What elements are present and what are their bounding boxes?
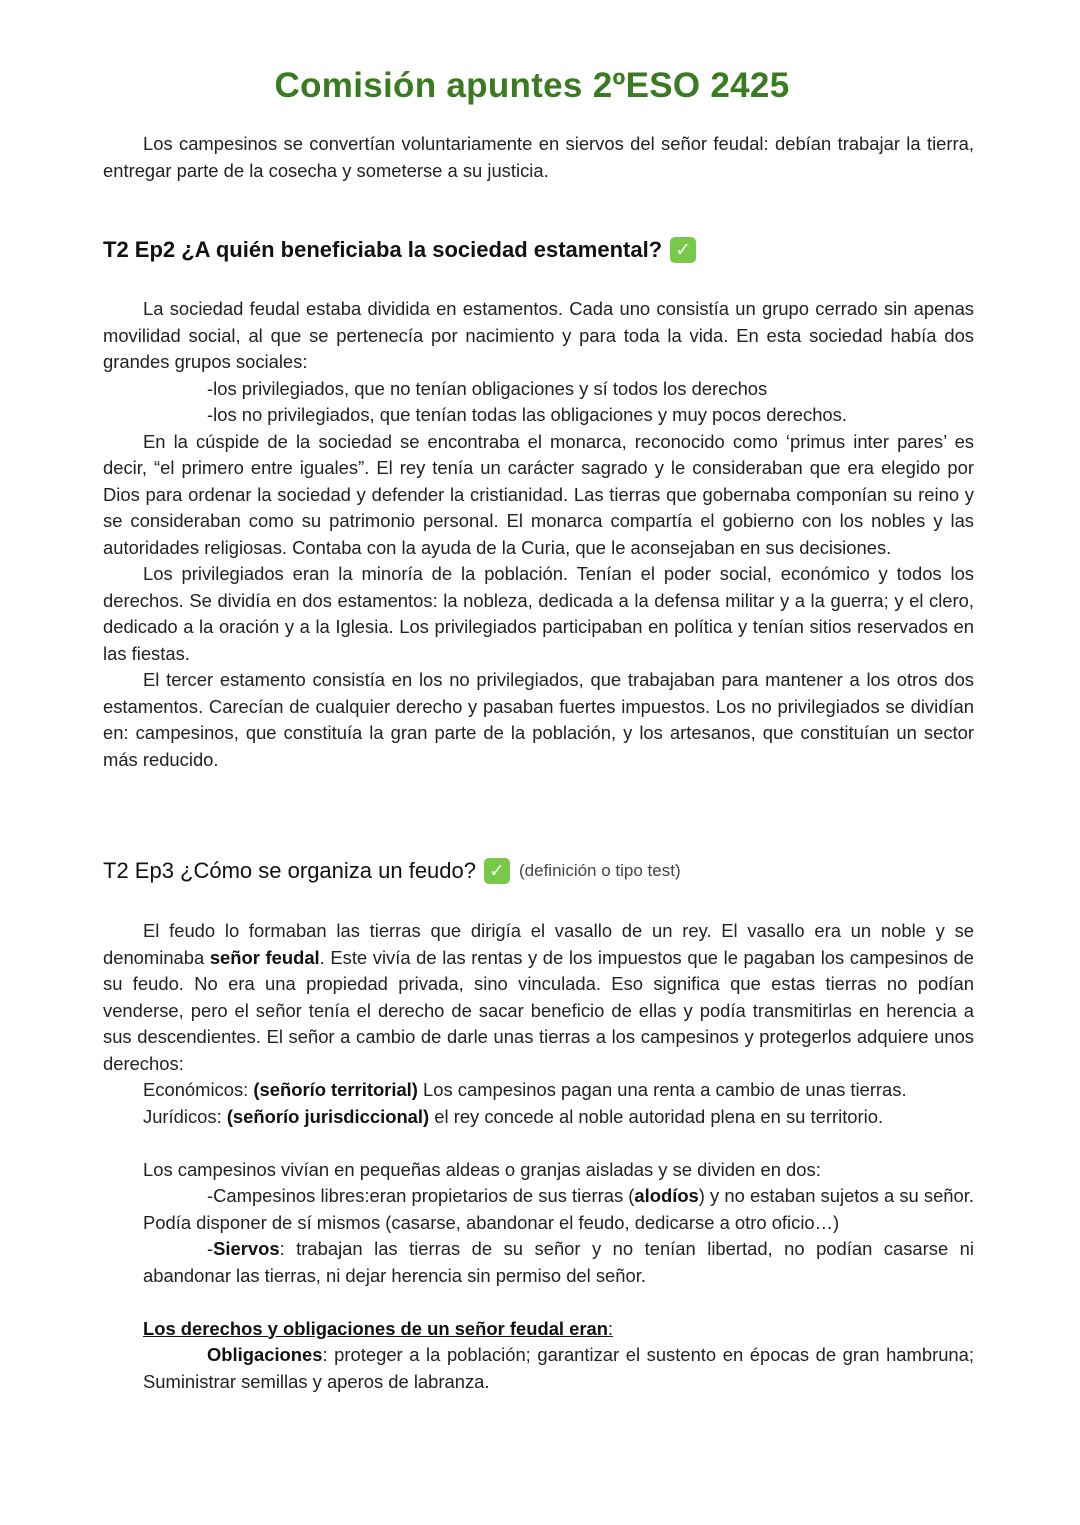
ep3-legal-rights: Jurídicos: (señorío jurisdiccional) el rey concede al noble autoridad plena en su territorio. [143, 1105, 884, 1127]
ep2-list-item: -los no privilegiados, que tenían todas las obligaciones y muy pocos derechos. [207, 404, 847, 425]
section-heading-ep3-text: T2 Ep3 ¿Cómo se organiza un feudo? [103, 858, 477, 883]
intro-paragraph [103, 131, 974, 184]
ep2-list-item: -los privilegiados, que no tenían obligaciones y sí todos los derechos [207, 377, 768, 399]
section-heading-ep2 [103, 237, 696, 263]
section-ep2-body [103, 296, 974, 773]
intro-text: Los campesinos se convertían voluntariamente en siervos del señor feudal: debían trabajar la tierra, entregar parte de la cosecha y someterse a su justicia. [103, 133, 974, 181]
ep3-free-peasants: -Campesinos libres:eran propietarios de sus tierras (alodíos) y no estaban sujetos a su señor. Podía disponer de sí mismos (casarse, abandonar el feudo, dedicarse a otro oficio…) [143, 1185, 974, 1233]
ep2-paragraph-4: El tercer estamento consistía en los no privilegiados, que trabajaban para mantener a los otros dos estamentos. Carecían de cualquier derecho y pasaban fuertes impuestos. Los no privilegiados se dividían en: campesinos, que constituía la gran parte de la población, y los artesanos, que constituían un sector más reducido. [103, 669, 974, 770]
check-mark-icon: ✓ [670, 237, 696, 263]
ep2-paragraph-2: En la cúspide de la sociedad se encontraba el monarca, reconocido como ‘primus inter pares’ es decir, “el primero entre iguales”. El rey tenía un carácter sagrado y le consideraban que era elegido por Dios para ordenar la sociedad y defender la cristianidad. Las tierras que gobernaba componían su reino y se consideraban como su patrimonio personal. El monarca compartía el gobierno con los nobles y las autoridades religiosas. Contaba con la ayuda de la Curia, que le aconsejaban en sus decisiones. [103, 430, 974, 558]
section-ep3-body [103, 918, 974, 1395]
section-heading-ep2-text: T2 Ep2 ¿A quién beneficiaba la sociedad estamental? [103, 237, 663, 262]
ep3-paragraph-2: Los campesinos vivían en pequeñas aldeas o granjas aisladas y se dividen en dos: [143, 1158, 821, 1180]
ep3-economic-rights: Económicos: (señorío territorial) Los campesinos pagan una renta a cambio de unas tierras. [143, 1079, 907, 1100]
section-heading-ep3 [103, 858, 681, 884]
ep3-rights-title: Los derechos y obligaciones de un señor feudal eran: [143, 1317, 614, 1339]
section-note: (definición o tipo test) [519, 861, 681, 880]
ep2-paragraph-3: Los privilegiados eran la minoría de la población. Tenían el poder social, económico y todos los derechos. Se dividía en dos estamentos: la nobleza, dedicada a la defensa militar y a la guerra; y el clero, dedicado a la oración y a la Iglesia. Los privilegiados participaban en política y tenían sitios reservados en las fiestas. [103, 563, 974, 664]
page-title: Comisión apuntes 2ºESO 2425 [274, 66, 790, 105]
ep2-paragraph-1: La sociedad feudal estaba dividida en estamentos. Cada uno consistía un grupo cerrado sin apenas movilidad social, al que se pertenecía por nacimiento y para toda la vida. En esta sociedad había dos grandes grupos sociales: [103, 298, 974, 372]
ep3-paragraph-1: El feudo lo formaban las tierras que dirigía el vasallo de un rey. El vasallo era un noble y se denominaba señor feudal. Este vivía de las rentas y de los impuestos que le pagaban los campesinos de su feudo. No era una propiedad privada, sino vinculada. Eso significa que estas tierras no podían venderse, pero el señor tenía el derecho de sacar beneficio de ellas y podía transmitirlas en herencia a sus descendientes. El señor a cambio de darle unas tierras a los campesinos y protegerlos adquiere unos derechos: [103, 920, 974, 1074]
check-mark-icon: ✓ [484, 858, 510, 884]
ep3-obligations: Obligaciones: proteger a la población; garantizar el sustento en épocas de gran hambruna; Suministrar semillas y aperos de labranza. [143, 1344, 974, 1392]
ep3-serfs: -Siervos: trabajan las tierras de su señor y no tenían libertad, no podían casarse ni abandonar las tierras, ni dejar herencia sin permiso del señor. [143, 1238, 974, 1286]
